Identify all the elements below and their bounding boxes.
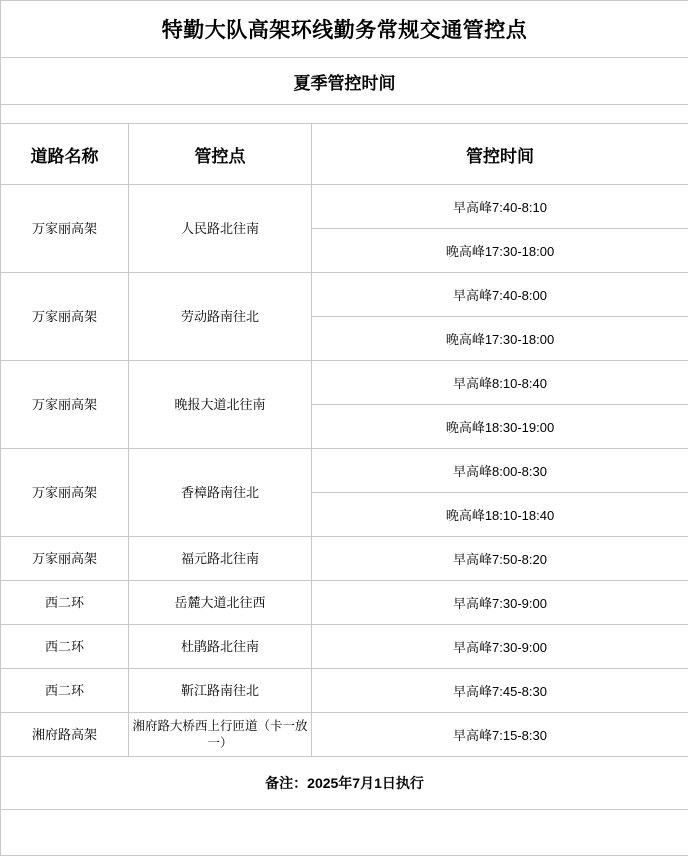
cell-time: 晚高峰18:10-18:40 [312, 493, 688, 537]
cell-road: 万家丽高架 [1, 361, 129, 449]
cell-point: 杜鹃路北往南 [129, 625, 312, 669]
table-row [1, 185, 688, 229]
cell-time: 早高峰7:40-8:10 [312, 185, 688, 229]
table-row [1, 669, 688, 713]
cell-road: 万家丽高架 [1, 273, 129, 361]
tail-spacer [1, 810, 688, 856]
cell-road: 西二环 [1, 669, 129, 713]
column-header-time: 管控时间 [312, 124, 688, 185]
cell-time: 晚高峰17:30-18:00 [312, 317, 688, 361]
cell-time: 早高峰7:45-8:30 [312, 669, 688, 713]
cell-road: 西二环 [1, 625, 129, 669]
page-subtitle: 夏季管控时间 [1, 58, 688, 105]
cell-point: 岳麓大道北往西 [129, 581, 312, 625]
cell-road: 万家丽高架 [1, 449, 129, 537]
table-header-row [1, 124, 688, 185]
table-row [1, 581, 688, 625]
table-row [1, 361, 688, 405]
cell-point: 香樟路南往北 [129, 449, 312, 537]
cell-time: 晚高峰17:30-18:00 [312, 229, 688, 273]
spacer-row [1, 105, 688, 124]
cell-time: 早高峰8:00-8:30 [312, 449, 688, 493]
cell-point: 靳江路南往北 [129, 669, 312, 713]
table-row [1, 537, 688, 581]
cell-point: 人民路北往南 [129, 185, 312, 273]
table-row [1, 713, 688, 757]
footer-row [1, 757, 688, 810]
subtitle-row [1, 58, 688, 105]
cell-point: 劳动路南往北 [129, 273, 312, 361]
cell-point: 福元路北往南 [129, 537, 312, 581]
cell-road: 湘府路高架 [1, 713, 129, 757]
table-row [1, 273, 688, 317]
column-header-point: 管控点 [129, 124, 312, 185]
cell-point: 湘府路大桥西上行匝道（卡一放一） [129, 713, 312, 757]
cell-time: 早高峰7:15-8:30 [312, 713, 688, 757]
cell-time: 早高峰7:30-9:00 [312, 581, 688, 625]
cell-road: 万家丽高架 [1, 185, 129, 273]
spacer [1, 105, 688, 124]
cell-time: 晚高峰18:30-19:00 [312, 405, 688, 449]
table-row [1, 625, 688, 669]
cell-time: 早高峰8:10-8:40 [312, 361, 688, 405]
cell-time: 早高峰7:50-8:20 [312, 537, 688, 581]
cell-road: 西二环 [1, 581, 129, 625]
column-header-road: 道路名称 [1, 124, 129, 185]
footer-note: 备注：2025年7月1日执行 [1, 757, 688, 810]
cell-point: 晚报大道北往南 [129, 361, 312, 449]
page-title: 特勤大队高架环线勤务常规交通管控点 [1, 1, 688, 58]
table-row [1, 449, 688, 493]
tail-row [1, 810, 688, 856]
cell-time: 早高峰7:30-9:00 [312, 625, 688, 669]
cell-road: 万家丽高架 [1, 537, 129, 581]
cell-time: 早高峰7:40-8:00 [312, 273, 688, 317]
title-row [1, 1, 688, 58]
